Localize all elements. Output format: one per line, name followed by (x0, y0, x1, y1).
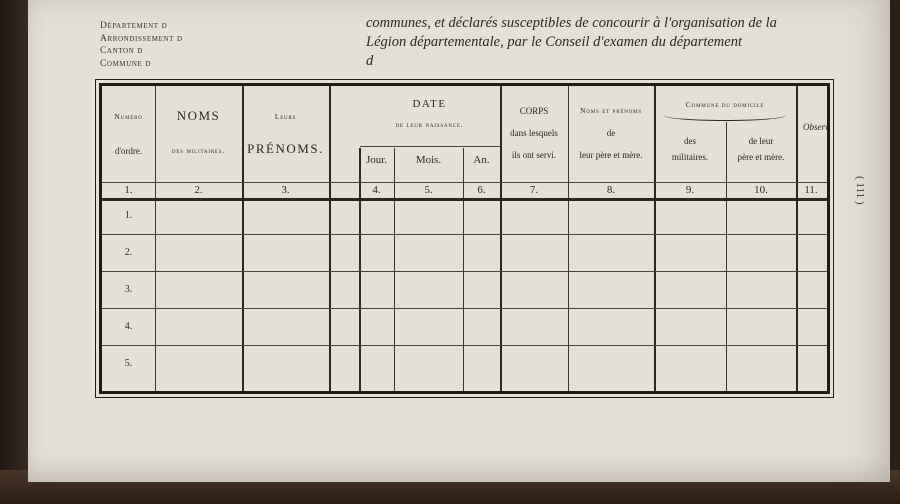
col-header-mois: Mois. (415, 154, 442, 166)
header-bottom-line (102, 182, 827, 183)
col-number: 11. (804, 184, 818, 196)
col-header-leurs: Leurs (274, 112, 297, 121)
row-line (102, 271, 827, 272)
col-header-corps: CORPS (519, 106, 549, 116)
col-number: 6. (477, 184, 486, 196)
col-header-des: des (684, 136, 696, 146)
col-number: 8. (606, 184, 616, 196)
col-header-pere-mere: leur père et mère. (579, 150, 643, 160)
col-header-militaires: des militaires. (171, 146, 226, 155)
header-text-line-3: d (366, 53, 374, 69)
col-header-prenoms: PRÉNOMS. (247, 141, 324, 156)
col-number: 1. (124, 184, 133, 196)
header-text-line-2: Légion départementale, par le Conseil d'examen du département (366, 34, 742, 50)
row-number: 2. (124, 247, 133, 258)
header-text-line-1: communes, et déclarés susceptibles de concourir à l'organisation de la (366, 15, 777, 31)
row-line (102, 345, 827, 346)
col-number: 9. (685, 184, 695, 196)
brace-commune (664, 110, 786, 121)
col-header-de: de (606, 128, 616, 138)
col-header-jour: Jour. (365, 154, 388, 166)
col-number: 10. (754, 184, 768, 196)
col-header-ordre: d'ordre. (114, 146, 143, 156)
header-departement: Département d (100, 21, 168, 31)
background-left (0, 0, 30, 504)
col-header-noms: NOMS (176, 108, 221, 123)
row-number: 3. (124, 284, 133, 295)
date-subheader-line (360, 146, 500, 147)
header-arrondissement: Arrondissement d (100, 33, 183, 44)
col-header-naissance: de leur naissance. (395, 120, 464, 129)
col-header-servi: ils ont servi. (511, 150, 557, 160)
col-header-commune-domicile: Commune du domicile (685, 100, 765, 109)
col-number: 2. (194, 184, 203, 196)
col-header-des-militaires: militaires. (671, 152, 709, 162)
col-number: 7. (529, 184, 539, 196)
col-header-noms-prenoms: Noms et prénoms (580, 106, 642, 115)
row-number: 1. (124, 210, 133, 221)
col-number: 4. (372, 184, 381, 196)
register-table (99, 83, 830, 394)
header-left-block (100, 20, 183, 70)
col-header-date: DATE (412, 98, 447, 110)
col-header-an: An. (473, 154, 490, 166)
col-number: 3. (281, 184, 290, 196)
header-commune: Commune d (100, 58, 152, 69)
row-line (102, 308, 827, 309)
page-number: ( 111 ) (854, 176, 866, 205)
col-header-observ: Observ (803, 122, 829, 132)
col-header-de-leur: de leur (748, 136, 774, 146)
header-right-block (366, 14, 826, 71)
numbers-bottom-line (102, 198, 827, 201)
row-number: 4. (124, 321, 133, 332)
col-header-numero: Numéro (114, 112, 143, 121)
row-number: 5. (124, 358, 133, 369)
row-line (102, 234, 827, 235)
col-header-pere-et-mere: père et mère. (737, 152, 785, 162)
col-number: 5. (424, 184, 433, 196)
col-separator (726, 122, 727, 391)
header-canton: Canton d (100, 46, 143, 56)
document-page (28, 0, 890, 482)
col-header-dans-lesquels: dans lesquels (510, 128, 558, 138)
